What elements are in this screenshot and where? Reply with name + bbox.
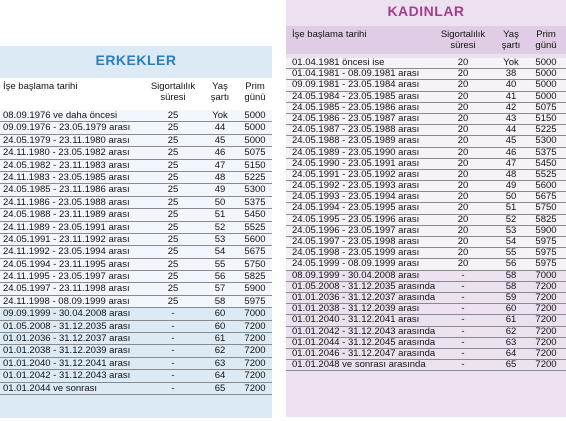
table-row bbox=[0, 383, 272, 395]
cell-yas: 57 bbox=[214, 283, 226, 295]
cell-date: 24.05.1984 - 23.05.1985 arası bbox=[292, 90, 420, 102]
cell-prim: 7200 bbox=[535, 303, 557, 315]
cell-sigorta: 25 bbox=[167, 271, 179, 283]
table-row bbox=[0, 308, 272, 320]
cell-prim: 5000 bbox=[244, 134, 266, 146]
cell-yas: 47 bbox=[214, 159, 226, 171]
cell-yas: 51 bbox=[214, 209, 226, 221]
cell-date: 24.05.1994 - 23.11.1995 arası bbox=[3, 258, 130, 270]
cell-yas: Yok bbox=[503, 57, 519, 68]
header-sigorta-1: Sigortalılık bbox=[150, 81, 196, 92]
cell-prim: 5225 bbox=[244, 171, 266, 183]
cell-sigorta: 25 bbox=[167, 184, 179, 196]
cell-sigorta: 25 bbox=[167, 171, 179, 183]
cell-date: 01.01.2046 - 31.12.2047 arasında bbox=[292, 347, 436, 359]
cell-prim: 5000 bbox=[244, 122, 266, 134]
cell-yas: 64 bbox=[214, 370, 226, 382]
cell-sigorta: - bbox=[171, 345, 175, 357]
cell-prim: 5300 bbox=[244, 184, 266, 196]
table-row bbox=[0, 234, 272, 246]
kadinlar-title: KADINLAR bbox=[387, 3, 465, 19]
cell-date: 24.11.1989 - 23.05.1991 arası bbox=[3, 221, 130, 233]
cell-sigorta: 20 bbox=[457, 68, 469, 80]
cell-date: 24.05.1985 - 23.11.1986 arası bbox=[3, 184, 130, 196]
cell-date: 01.05.2008 - 31.12.2035 arası bbox=[3, 320, 131, 332]
cell-date: 24.11.1980 - 23.05.1982 arası bbox=[3, 147, 130, 159]
header-date: İşe başlama tarihi bbox=[292, 29, 367, 40]
header-prim bbox=[238, 81, 272, 103]
cell-prim: 5225 bbox=[535, 124, 557, 136]
table-row bbox=[0, 209, 272, 221]
table-row bbox=[0, 259, 272, 271]
cell-yas: Yok bbox=[212, 110, 228, 121]
cell-yas: 50 bbox=[505, 191, 517, 203]
cell-sigorta: - bbox=[461, 336, 465, 348]
cell-date: 01.01.2042 - 31.12.2043 arasında bbox=[292, 325, 436, 337]
cell-date: 01.01.2044 ve sonrası bbox=[3, 382, 98, 394]
cell-prim: 5300 bbox=[535, 135, 557, 147]
cell-yas: 44 bbox=[505, 124, 517, 136]
table-row bbox=[0, 370, 272, 382]
cell-date: 24.05.1995 - 23.05.1996 arası bbox=[292, 213, 420, 225]
cell-date: 24.11.1983 - 23.05.1985 arası bbox=[3, 171, 130, 183]
cell-prim: 5675 bbox=[535, 191, 557, 203]
cell-prim: 5000 bbox=[535, 79, 557, 91]
cell-yas: 58 bbox=[505, 269, 517, 281]
cell-yas: 58 bbox=[505, 280, 517, 292]
cell-sigorta: - bbox=[461, 359, 465, 371]
header-yas-1: Yaş bbox=[503, 29, 519, 40]
cell-sigorta: 20 bbox=[457, 112, 469, 124]
cell-yas: 62 bbox=[214, 345, 226, 357]
cell-yas: 40 bbox=[505, 79, 517, 91]
cell-date: 24.05.1982 - 23.11.1983 arası bbox=[3, 159, 130, 171]
cell-yas: 60 bbox=[214, 308, 226, 320]
cell-sigorta: 20 bbox=[457, 213, 469, 225]
cell-prim: 7000 bbox=[535, 269, 557, 281]
header-yas-2: şartı bbox=[210, 92, 230, 103]
cell-sigorta: 20 bbox=[457, 224, 469, 236]
cell-prim: 5825 bbox=[535, 213, 557, 225]
cell-sigorta: 20 bbox=[457, 135, 469, 147]
header-yas-1: Yaş bbox=[212, 81, 228, 92]
cell-prim: 5075 bbox=[244, 147, 266, 159]
cell-yas: 52 bbox=[505, 213, 517, 225]
cell-date: 01.01.2038 - 31.12.2039 arası bbox=[292, 303, 420, 315]
cell-yas: 65 bbox=[214, 382, 226, 394]
cell-sigorta: - bbox=[461, 303, 465, 315]
cell-date: 01.01.2040 - 31.12.2041 arası bbox=[3, 357, 131, 369]
cell-sigorta: 25 bbox=[167, 283, 179, 295]
cell-prim: 7200 bbox=[535, 325, 557, 337]
cell-yas: 48 bbox=[505, 168, 517, 180]
cell-date: 08.09.1999 - 30.04.2008 arası bbox=[292, 269, 420, 281]
header-prim bbox=[528, 29, 564, 51]
cell-yas: 53 bbox=[505, 224, 517, 236]
cell-sigorta: - bbox=[171, 357, 175, 369]
cell-sigorta: 20 bbox=[457, 79, 469, 91]
kadinlar-header bbox=[286, 26, 566, 54]
table-row bbox=[0, 160, 272, 172]
header-sigorta-2: süresi bbox=[160, 92, 186, 103]
table-row bbox=[0, 321, 272, 333]
cell-yas: 61 bbox=[214, 333, 226, 345]
cell-prim: 5525 bbox=[535, 168, 557, 180]
cell-sigorta: 25 bbox=[167, 110, 179, 121]
cell-yas: 55 bbox=[505, 247, 517, 259]
cell-sigorta: 25 bbox=[167, 122, 179, 134]
cell-yas: 42 bbox=[505, 101, 517, 113]
cell-date: 24.05.1987 - 23.05.1988 arası bbox=[292, 124, 420, 136]
cell-prim: 5600 bbox=[535, 180, 557, 192]
header-prim-1: Prim bbox=[245, 81, 265, 92]
table-row bbox=[0, 122, 272, 134]
table-row bbox=[0, 197, 272, 209]
cell-sigorta: 20 bbox=[457, 146, 469, 158]
cell-prim: 5975 bbox=[535, 258, 557, 270]
cell-sigorta: 25 bbox=[167, 246, 179, 258]
cell-yas: 56 bbox=[214, 271, 226, 283]
cell-date: 24.05.1979 - 23.11.1980 arası bbox=[3, 134, 130, 146]
cell-prim: 5075 bbox=[535, 101, 557, 113]
cell-yas: 45 bbox=[214, 134, 226, 146]
cell-date: 01.04.1981 öncesi ise bbox=[292, 57, 385, 68]
cell-sigorta: 20 bbox=[457, 168, 469, 180]
kadinlar-rows bbox=[286, 58, 566, 371]
cell-prim: 7200 bbox=[244, 370, 266, 382]
cell-sigorta: - bbox=[461, 325, 465, 337]
cell-sigorta: - bbox=[171, 382, 175, 394]
table-row bbox=[0, 184, 272, 196]
cell-date: 09.09.1999 - 30.04.2008 arası bbox=[3, 308, 131, 320]
cell-yas: 59 bbox=[505, 291, 517, 303]
header-prim-1: Prim bbox=[536, 29, 556, 40]
cell-sigorta: - bbox=[461, 347, 465, 359]
cell-sigorta: 20 bbox=[457, 180, 469, 192]
cell-prim: 5375 bbox=[244, 196, 266, 208]
cell-sigorta: 20 bbox=[457, 191, 469, 203]
cell-date: 01.01.2042 - 31.12.2043 arası bbox=[3, 370, 131, 382]
table-row bbox=[286, 203, 566, 214]
cell-yas: 44 bbox=[214, 122, 226, 134]
erkekler-header bbox=[0, 78, 272, 110]
cell-sigorta: 20 bbox=[457, 101, 469, 113]
cell-prim: 5975 bbox=[535, 247, 557, 259]
table-row bbox=[286, 136, 566, 147]
cell-sigorta: - bbox=[171, 370, 175, 382]
table-row bbox=[0, 283, 272, 295]
cell-yas: 51 bbox=[505, 202, 517, 214]
erkekler-rows bbox=[0, 110, 272, 395]
cell-date: 24.11.1995 - 23.05.1997 arası bbox=[3, 271, 130, 283]
table-row bbox=[0, 271, 272, 283]
cell-date: 24.05.1993 - 23.05.1994 arası bbox=[292, 191, 420, 203]
cell-yas: 49 bbox=[505, 180, 517, 192]
cell-yas: 53 bbox=[214, 233, 226, 245]
cell-date: 24.05.1990 - 23.05.1991 arası bbox=[292, 157, 420, 169]
cell-yas: 38 bbox=[505, 68, 517, 80]
erkekler-panel bbox=[0, 46, 272, 418]
cell-yas: 64 bbox=[505, 347, 517, 359]
cell-prim: 5900 bbox=[535, 224, 557, 236]
header-yas bbox=[496, 29, 526, 51]
cell-prim: 7200 bbox=[535, 336, 557, 348]
cell-sigorta: 20 bbox=[457, 236, 469, 247]
cell-date: 24.05.1992 - 23.05.1993 arası bbox=[292, 180, 420, 192]
cell-sigorta: 25 bbox=[167, 295, 179, 307]
cell-date: 24.05.1989 - 23.05.1990 arası bbox=[292, 146, 420, 158]
table-row bbox=[286, 259, 566, 270]
header-sigorta bbox=[145, 81, 201, 103]
cell-prim: 5450 bbox=[535, 157, 557, 169]
cell-prim: 7200 bbox=[535, 359, 557, 371]
cell-date: 24.11.1986 - 23.05.1988 arası bbox=[3, 196, 130, 208]
cell-sigorta: - bbox=[461, 280, 465, 292]
cell-sigorta: 25 bbox=[167, 258, 179, 270]
table-row bbox=[0, 296, 272, 308]
cell-date: 09.09.1981 - 23.05.1984 arası bbox=[292, 79, 420, 91]
table-row bbox=[286, 360, 566, 371]
cell-sigorta: 25 bbox=[167, 159, 179, 171]
cell-date: 24.05.1985 - 23.05.1986 arası bbox=[292, 101, 420, 113]
cell-date: 08.09.1976 ve daha öncesi bbox=[3, 110, 118, 121]
cell-sigorta: 25 bbox=[167, 196, 179, 208]
cell-yas: 60 bbox=[505, 303, 517, 315]
cell-sigorta: 20 bbox=[457, 90, 469, 102]
cell-yas: 48 bbox=[214, 171, 226, 183]
cell-prim: 7200 bbox=[244, 345, 266, 357]
cell-prim: 5450 bbox=[244, 209, 266, 221]
header-yas bbox=[204, 81, 236, 103]
cell-date: 01.05.2008 - 31.12.2035 arasında bbox=[292, 280, 436, 292]
table-row bbox=[0, 222, 272, 234]
cell-sigorta: - bbox=[461, 269, 465, 281]
cell-date: 24.05.1998 - 23.05.1999 arası bbox=[292, 247, 420, 259]
cell-date: 24.11.1998 - 08.09.1999 arası bbox=[3, 295, 130, 307]
kadinlar-panel bbox=[286, 0, 566, 417]
cell-yas: 65 bbox=[505, 359, 517, 371]
cell-prim: 5825 bbox=[244, 271, 266, 283]
cell-prim: 5525 bbox=[244, 221, 266, 233]
erkekler-title: ERKEKLER bbox=[95, 52, 177, 68]
cell-prim: 5975 bbox=[244, 295, 266, 307]
cell-sigorta: 20 bbox=[457, 202, 469, 214]
cell-date: 01.01.2040 - 31.12.2041 arası bbox=[292, 314, 420, 326]
cell-prim: 7200 bbox=[535, 291, 557, 303]
header-prim-2: günü bbox=[244, 92, 266, 103]
cell-date: 24.11.1992 - 23.05.1994 arası bbox=[3, 246, 130, 258]
cell-prim: 5000 bbox=[244, 110, 266, 121]
cell-prim: 5150 bbox=[535, 112, 557, 124]
cell-date: 09.09.1976 - 23.05.1979 arası bbox=[3, 122, 131, 134]
cell-prim: 7200 bbox=[535, 314, 557, 326]
cell-yas: 46 bbox=[214, 147, 226, 159]
cell-yas: 60 bbox=[214, 320, 226, 332]
table-row bbox=[0, 345, 272, 357]
cell-prim: 7200 bbox=[244, 357, 266, 369]
cell-sigorta: 25 bbox=[167, 134, 179, 146]
cell-prim: 5000 bbox=[535, 68, 557, 80]
header-sigorta bbox=[432, 29, 494, 51]
cell-prim: 5000 bbox=[535, 57, 557, 68]
cell-sigorta: - bbox=[171, 308, 175, 320]
cell-yas: 54 bbox=[214, 246, 226, 258]
cell-date: 24.05.1991 - 23.11.1992 arası bbox=[3, 233, 130, 245]
cell-yas: 55 bbox=[214, 258, 226, 270]
cell-yas: 58 bbox=[214, 295, 226, 307]
cell-date: 01.01.2036 - 31.12.2037 arası bbox=[3, 333, 131, 345]
cell-date: 24.05.1988 - 23.05.1989 arası bbox=[292, 135, 420, 147]
cell-date: 01.01.2036 - 31.12.2037 arasında bbox=[292, 291, 436, 303]
cell-yas: 56 bbox=[505, 258, 517, 270]
cell-sigorta: 25 bbox=[167, 221, 179, 233]
header-yas-2: şartı bbox=[501, 40, 521, 51]
cell-prim: 7200 bbox=[244, 382, 266, 394]
table-row bbox=[286, 80, 566, 91]
header-prim-2: günü bbox=[535, 40, 557, 51]
cell-sigorta: - bbox=[461, 314, 465, 326]
cell-sigorta: - bbox=[461, 291, 465, 303]
cell-yas: 45 bbox=[505, 135, 517, 147]
cell-yas: 54 bbox=[505, 236, 517, 247]
cell-date: 24.05.1997 - 23.11.1998 arası bbox=[3, 283, 130, 295]
cell-date: 01.01.2044 - 31.12.2045 arasında bbox=[292, 336, 436, 348]
cell-prim: 5900 bbox=[244, 283, 266, 295]
cell-sigorta: 25 bbox=[167, 233, 179, 245]
cell-yas: 61 bbox=[505, 314, 517, 326]
cell-yas: 49 bbox=[214, 184, 226, 196]
table-row bbox=[0, 172, 272, 184]
cell-date: 01.01.2048 ve sonrası arasında bbox=[292, 359, 426, 371]
cell-prim: 5600 bbox=[244, 233, 266, 245]
table-row bbox=[0, 358, 272, 370]
cell-date: 24.05.1991 - 23.05.1992 arası bbox=[292, 168, 420, 180]
header-sigorta-1: Sigortalılık bbox=[440, 29, 486, 40]
cell-prim: 5375 bbox=[535, 146, 557, 158]
cell-sigorta: 20 bbox=[457, 247, 469, 259]
cell-sigorta: 25 bbox=[167, 209, 179, 221]
cell-prim: 7000 bbox=[244, 308, 266, 320]
cell-date: 24.05.1994 - 23.05.1995 arası bbox=[292, 202, 420, 214]
cell-yas: 63 bbox=[505, 336, 517, 348]
cell-date: 01.01.2038 - 31.12.2039 arası bbox=[3, 345, 131, 357]
cell-date: 24.05.1996 - 23.05.1997 arası bbox=[292, 224, 420, 236]
cell-sigorta: 25 bbox=[167, 147, 179, 159]
table-row bbox=[286, 148, 566, 159]
cell-yas: 52 bbox=[214, 221, 226, 233]
table-row bbox=[286, 327, 566, 338]
header-sigorta-2: süresi bbox=[450, 40, 476, 51]
cell-sigorta: 20 bbox=[457, 57, 469, 68]
cell-prim: 7200 bbox=[244, 333, 266, 345]
cell-yas: 41 bbox=[505, 90, 517, 102]
table-row bbox=[0, 246, 272, 258]
cell-prim: 7200 bbox=[535, 280, 557, 292]
cell-date: 24.05.1986 - 23.05.1987 arası bbox=[292, 112, 420, 124]
cell-prim: 5975 bbox=[535, 236, 557, 247]
cell-prim: 5750 bbox=[244, 258, 266, 270]
cell-prim: 7200 bbox=[535, 347, 557, 359]
cell-prim: 5750 bbox=[535, 202, 557, 214]
cell-date: 01.04.1981 - 08.09.1981 arası bbox=[292, 68, 420, 80]
cell-sigorta: 20 bbox=[457, 258, 469, 270]
cell-date: 24.05.1999 - 08.09.1999 arası bbox=[292, 258, 420, 270]
cell-prim: 5000 bbox=[535, 90, 557, 102]
table-row bbox=[0, 135, 272, 147]
table-row bbox=[0, 147, 272, 159]
cell-yas: 43 bbox=[505, 112, 517, 124]
cell-date: 24.05.1997 - 23.05.1998 arası bbox=[292, 236, 420, 247]
cell-sigorta: 20 bbox=[457, 124, 469, 136]
cell-yas: 50 bbox=[214, 196, 226, 208]
table-row bbox=[286, 315, 566, 326]
cell-prim: 7200 bbox=[244, 320, 266, 332]
cell-date: 24.05.1988 - 23.11.1989 arası bbox=[3, 209, 130, 221]
cell-prim: 5150 bbox=[244, 159, 266, 171]
cell-yas: 62 bbox=[505, 325, 517, 337]
header-date: İşe başlama tarihi bbox=[3, 81, 78, 92]
cell-prim: 5675 bbox=[244, 246, 266, 258]
cell-yas: 47 bbox=[505, 157, 517, 169]
cell-sigorta: - bbox=[171, 333, 175, 345]
cell-sigorta: - bbox=[171, 320, 175, 332]
cell-yas: 63 bbox=[214, 357, 226, 369]
table-row bbox=[0, 333, 272, 345]
cell-yas: 46 bbox=[505, 146, 517, 158]
table-row bbox=[0, 110, 272, 122]
cell-sigorta: 20 bbox=[457, 157, 469, 169]
